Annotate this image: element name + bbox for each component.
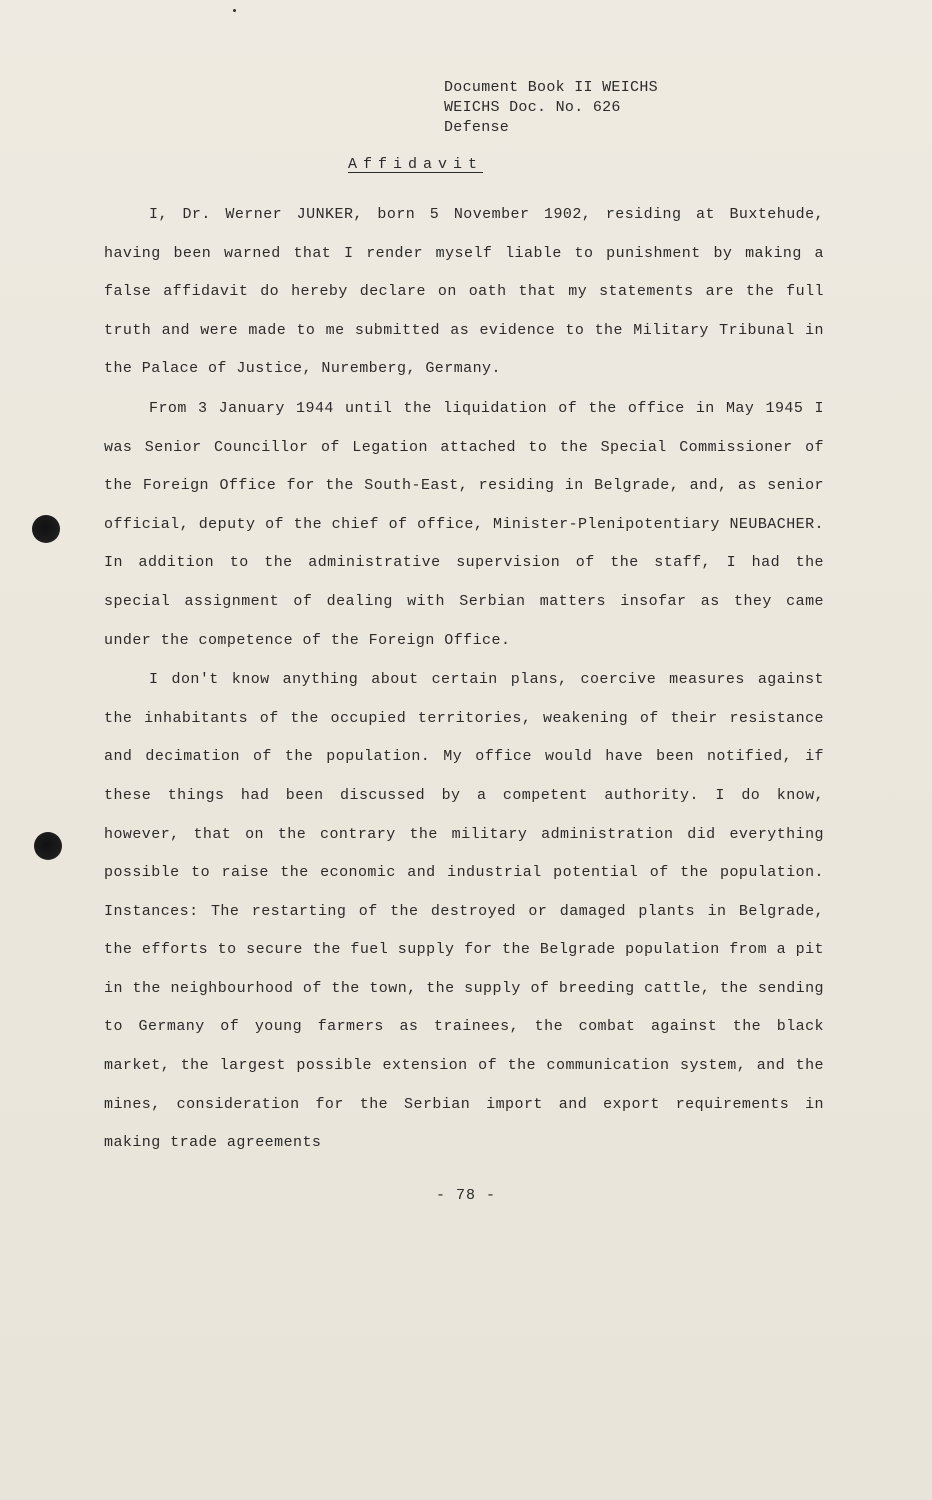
header-book-line: Document Book II WEICHS — [444, 79, 658, 96]
header-doc-number-line: WEICHS Doc. No. 626 — [444, 99, 621, 116]
punch-hole-icon — [34, 832, 62, 860]
header-defense-line: Defense — [444, 119, 510, 136]
ink-speck — [233, 9, 236, 12]
punch-hole-icon — [32, 515, 60, 543]
paragraph-declaration: I, Dr. Werner JUNKER, born 5 November 1902, residing at Buxtehude, having been warned that I render myself liable to punishment by making a false affidavit do hereby declare on oath that my statements are the full truth and were made to me submitted as evidence to the Military Tribunal in the Palace of Justice, Nuremberg, Germany. — [104, 206, 824, 378]
page-number: - 78 - — [435, 1187, 496, 1204]
paragraph-position: From 3 January 1944 until the liquidation of the office in May 1945 I was Senior Councillor of Legation attached to the Special Commissioner of the Foreign Office for the South-East, residing in Belgrade, and, as senior official, deputy of the chief of office, Minister-Plenipotentiary NEUBACHER. In addition to the administrative supervision of the staff, I had the special assignment of dealing with Serbian matters insofar as they came under the competence of the Foreign Office. — [104, 399, 824, 649]
paragraph-statement: I don't know anything about certain plans, coercive measures against the inhabitants of the occupied territories, weakening of their resistance and decimation of the population. My office would have been notified, if these things had been discussed by a competent authority. I do know, however, that on the contrary the military administration did everything possible to raise the economic and industrial potential of the population. Instances: The restarting of the destroyed or damaged plants in Belgrade, the efforts to secure the fuel supply for the Belgrade population from a pit in the neighbourhood of the town, the supply of breeding cattle, the sending to Germany of young farmers as trainees, the combat against the black market, the largest possible extension of the communication system, and the mines, consideration for the Serbian import and export requirements in making trade agreements — [104, 671, 824, 1152]
affidavit-title: Affidavit — [348, 156, 484, 173]
document-header — [444, 78, 658, 138]
affidavit-body — [104, 196, 824, 1164]
